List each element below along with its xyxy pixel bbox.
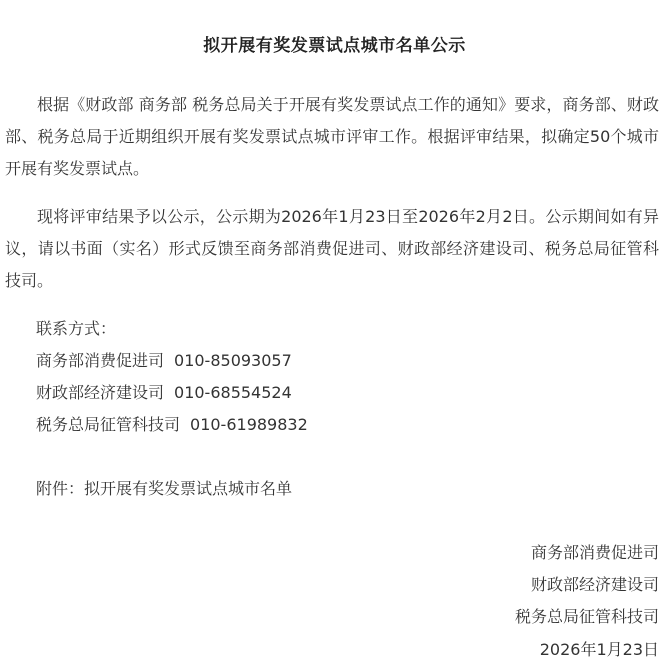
contact-entry <box>36 409 308 441</box>
contact-phone: 010-68554524 <box>174 383 292 402</box>
signature-date: 2026年1月23日 <box>539 640 659 659</box>
contact-phone: 010-85093057 <box>174 351 292 370</box>
contact-department: 商务部消费促进司 <box>36 351 165 370</box>
attachment-note: 附件：拟开展有奖发票试点城市名单 <box>36 479 293 498</box>
contact-department: 税务总局征管科技司 <box>36 415 181 434</box>
contact-entry <box>36 377 292 409</box>
signature-line: 商务部消费促进司 <box>530 543 659 562</box>
signature-line: 税务总局征管科技司 <box>514 607 659 626</box>
contact-phone: 010-61989832 <box>190 415 308 434</box>
signature-line: 财政部经济建设司 <box>530 575 659 594</box>
contact-department: 财政部经济建设司 <box>36 383 165 402</box>
contact-entry <box>36 345 292 377</box>
notice-paragraph-2: 现将评审结果予以公示，公示期为2026年1月23日至2026年2月2日。公示期间如有异议，请以书面（实名）形式反馈至商务部消费促进司、财政部经济建设司、税务总局征管科技司。 <box>5 207 659 290</box>
page-title: 拟开展有奖发票试点城市名单公示 <box>203 36 466 56</box>
notice-paragraph-1: 根据《财政部 商务部 税务总局关于开展有奖发票试点工作的通知》要求，商务部、财政部、税务总局于近期组织开展有奖发票试点城市评审工作。根据评审结果，拟确定50个城市开展有奖发票试点。 <box>5 95 659 178</box>
contact-heading: 联系方式： <box>36 319 117 338</box>
